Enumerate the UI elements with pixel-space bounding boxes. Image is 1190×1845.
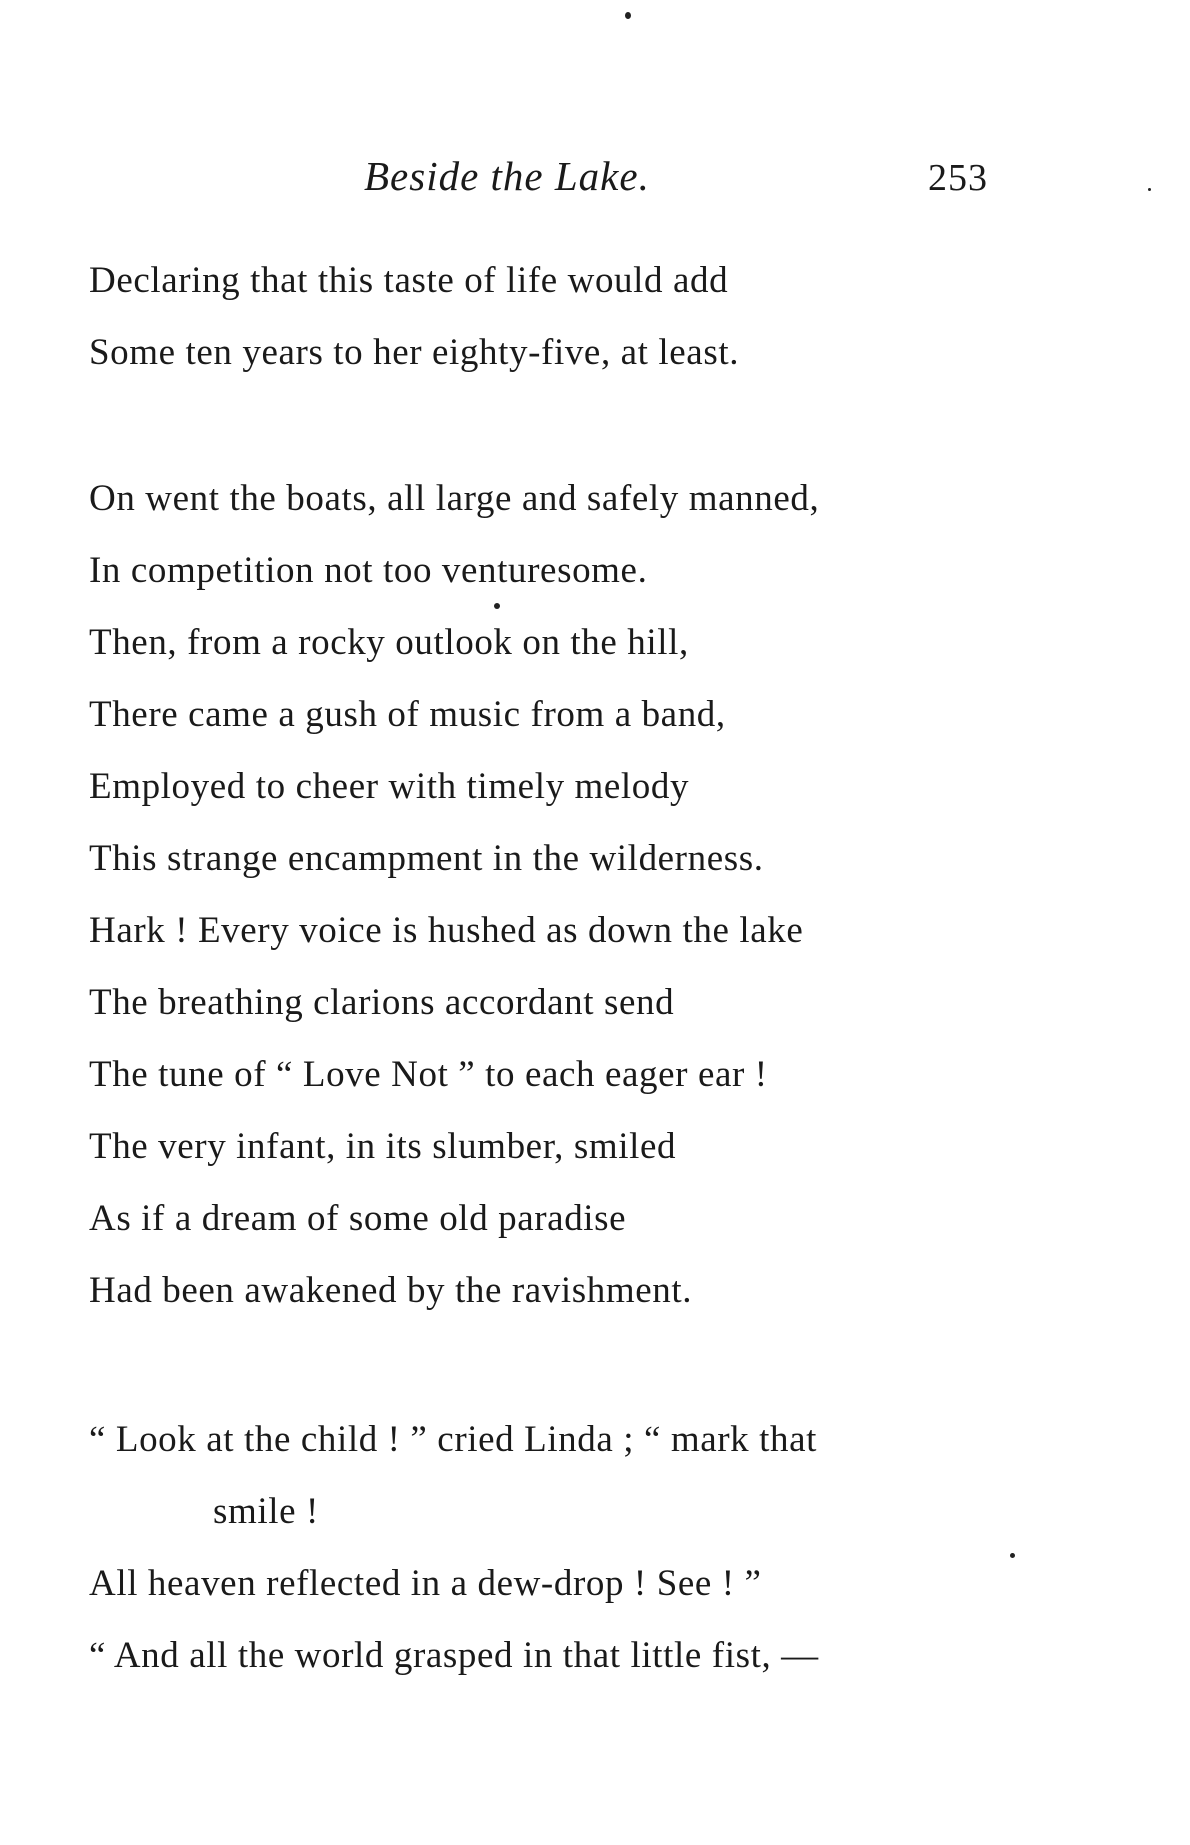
verse-line: Then, from a rocky outlook on the hill, (89, 622, 689, 663)
verse-line: There came a gush of music from a band, (89, 694, 726, 735)
verse-line: Had been awakened by the ravishment. (89, 1270, 693, 1311)
verse-line: The tune of “ Love Not ” to each eager ear ! (89, 1054, 768, 1095)
verse-line: Some ten years to her eighty-five, at least. (89, 332, 740, 373)
stanza (89, 245, 739, 389)
scan-speck (494, 603, 500, 609)
verse-line-continuation: smile ! (213, 1491, 319, 1532)
scan-speck (1010, 1553, 1015, 1558)
verse-line: “ And all the world grasped in that little fist, — (89, 1635, 819, 1676)
scan-speck (1148, 188, 1151, 191)
verse-line: As if a dream of some old paradise (89, 1198, 627, 1239)
stanza (89, 1404, 819, 1692)
verse-line: Declaring that this taste of life would add (89, 260, 729, 301)
verse-line: Employed to cheer with timely melody (89, 766, 690, 807)
verse-line: The very infant, in its slumber, smiled (89, 1126, 677, 1167)
verse-line: Hark ! Every voice is hushed as down the lake (89, 910, 804, 951)
verse-line: On went the boats, all large and safely manned, (89, 478, 820, 519)
scan-speck (625, 12, 631, 19)
verse-line: “ Look at the child ! ” cried Linda ; “ mark that (89, 1419, 818, 1460)
verse-line: The breathing clarions accordant send (89, 982, 675, 1023)
stanza (89, 463, 819, 1327)
verse-line: All heaven reflected in a dew-drop ! See ! ” (89, 1563, 762, 1604)
running-head (0, 152, 1190, 202)
verse-line: In competition not too venturesome. (89, 550, 648, 591)
verse-line: This strange encampment in the wilderness. (89, 838, 764, 879)
page-number: 253 (928, 157, 988, 199)
running-title: Beside the Lake. (364, 153, 650, 199)
